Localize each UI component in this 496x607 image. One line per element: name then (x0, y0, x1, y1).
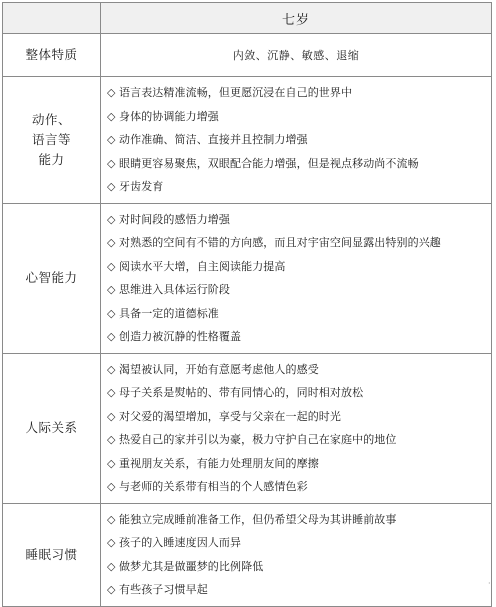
list-item: ◇ 思维进入具体运行阶段 (107, 278, 491, 302)
list-item: ◇ 创造力被沉静的性格覆盖 (107, 325, 491, 349)
diamond-bullet-icon: ◇ (107, 362, 116, 376)
row-label: 人际关系 (3, 353, 101, 503)
item-list-cell (101, 203, 492, 353)
diamond-bullet-icon: ◇ (107, 536, 116, 549)
list-item: ◇ 身体的协调能力增强 (107, 105, 491, 129)
diamond-bullet-icon: ◇ (107, 433, 116, 446)
diamond-bullet-icon: ◇ (107, 180, 116, 193)
row-overall-traits (3, 34, 492, 77)
item-list (107, 208, 491, 349)
diamond-bullet-icon: ◇ (107, 212, 116, 226)
list-item: ◇ 阅读水平大增，自主阅读能力提高 (107, 255, 491, 279)
diamond-bullet-icon: ◇ (107, 583, 116, 596)
list-item: ◇ 对熟悉的空间有不错的方向感，而且对宇宙空间显露出特别的兴趣 (107, 231, 491, 255)
list-item: ◇ 牙齿发育 (107, 175, 491, 199)
item-list-cell (101, 503, 492, 606)
list-item: ◇ 眼睛更容易聚焦，双眼配合能力增强，但是视点移动尚不流畅 (107, 152, 491, 176)
traits-table (2, 2, 492, 607)
diamond-bullet-icon: ◇ (107, 133, 116, 146)
list-item: ◇ 与老师的关系带有相当的个人感情色彩 (107, 475, 491, 499)
diamond-bullet-icon: ◇ (107, 109, 116, 123)
diamond-bullet-icon: ◇ (107, 156, 116, 170)
list-item: ◇ 热爱自己的家并引以为豪，极力守护自己在家庭中的地位 (107, 428, 491, 452)
corner-mark: · (488, 579, 491, 588)
list-item: ◇ 语言表达精准流畅，但更愿沉浸在自己的世界中 (107, 81, 491, 105)
header-row (3, 3, 492, 34)
item-list-cell (101, 353, 492, 503)
overall-traits-text: 内敛、沉静、敏感、退缩 (101, 34, 492, 77)
row-motor-language (3, 77, 492, 204)
row-label: 睡眠习惯 (3, 503, 101, 606)
diamond-bullet-icon: ◇ (107, 236, 116, 249)
diamond-bullet-icon: ◇ (107, 306, 116, 320)
diamond-bullet-icon: ◇ (107, 409, 116, 423)
diamond-bullet-icon: ◇ (107, 386, 116, 399)
list-item: ◇ 对时间段的感悟力增强 (107, 208, 491, 232)
list-item: ◇ 做梦尤其是做噩梦的比例降低 (107, 555, 491, 579)
diamond-bullet-icon: ◇ (107, 512, 116, 526)
row-label-line: 语言等 (31, 131, 71, 147)
age-heading: 七岁 (101, 3, 492, 34)
item-list (107, 358, 491, 499)
list-item: ◇ 有些孩子习惯早起 (107, 578, 491, 602)
row-label-line: 能力 (38, 151, 65, 167)
list-item: ◇ 渴望被认同，开始有意愿考虑他人的感受 (107, 358, 491, 382)
list-item: ◇ 对父爱的渴望增加，享受与父亲在一起的时光 (107, 405, 491, 429)
item-list (107, 508, 491, 602)
row-label-line: 动作、 (31, 111, 71, 127)
diamond-bullet-icon: ◇ (107, 283, 116, 296)
diamond-bullet-icon: ◇ (107, 456, 116, 470)
header-blank-cell (3, 3, 101, 34)
diamond-bullet-icon: ◇ (107, 480, 116, 493)
row-relationships (3, 353, 492, 503)
diamond-bullet-icon: ◇ (107, 86, 116, 99)
item-list-cell (101, 77, 492, 204)
item-list (107, 81, 491, 199)
row-label (3, 77, 101, 204)
diamond-bullet-icon: ◇ (107, 559, 116, 573)
list-item: ◇ 具备一定的道德标准 (107, 302, 491, 326)
row-label: 心智能力 (3, 203, 101, 353)
row-mental-ability (3, 203, 492, 353)
list-item: ◇ 动作准确、简洁、直接并且控制力增强 (107, 128, 491, 152)
list-item: ◇ 重视朋友关系，有能力处理朋友间的摩擦 (107, 452, 491, 476)
list-item: ◇ 母子关系是熨帖的、带有同情心的，同时相对放松 (107, 381, 491, 405)
list-item: ◇ 能独立完成睡前准备工作，但仍希望父母为其讲睡前故事 (107, 508, 491, 532)
row-label: 整体特质 (3, 34, 101, 77)
diamond-bullet-icon: ◇ (107, 259, 116, 273)
diamond-bullet-icon: ◇ (107, 330, 116, 343)
row-sleep-habits (3, 503, 492, 606)
list-item: ◇ 孩子的入睡速度因人而异 (107, 531, 491, 555)
